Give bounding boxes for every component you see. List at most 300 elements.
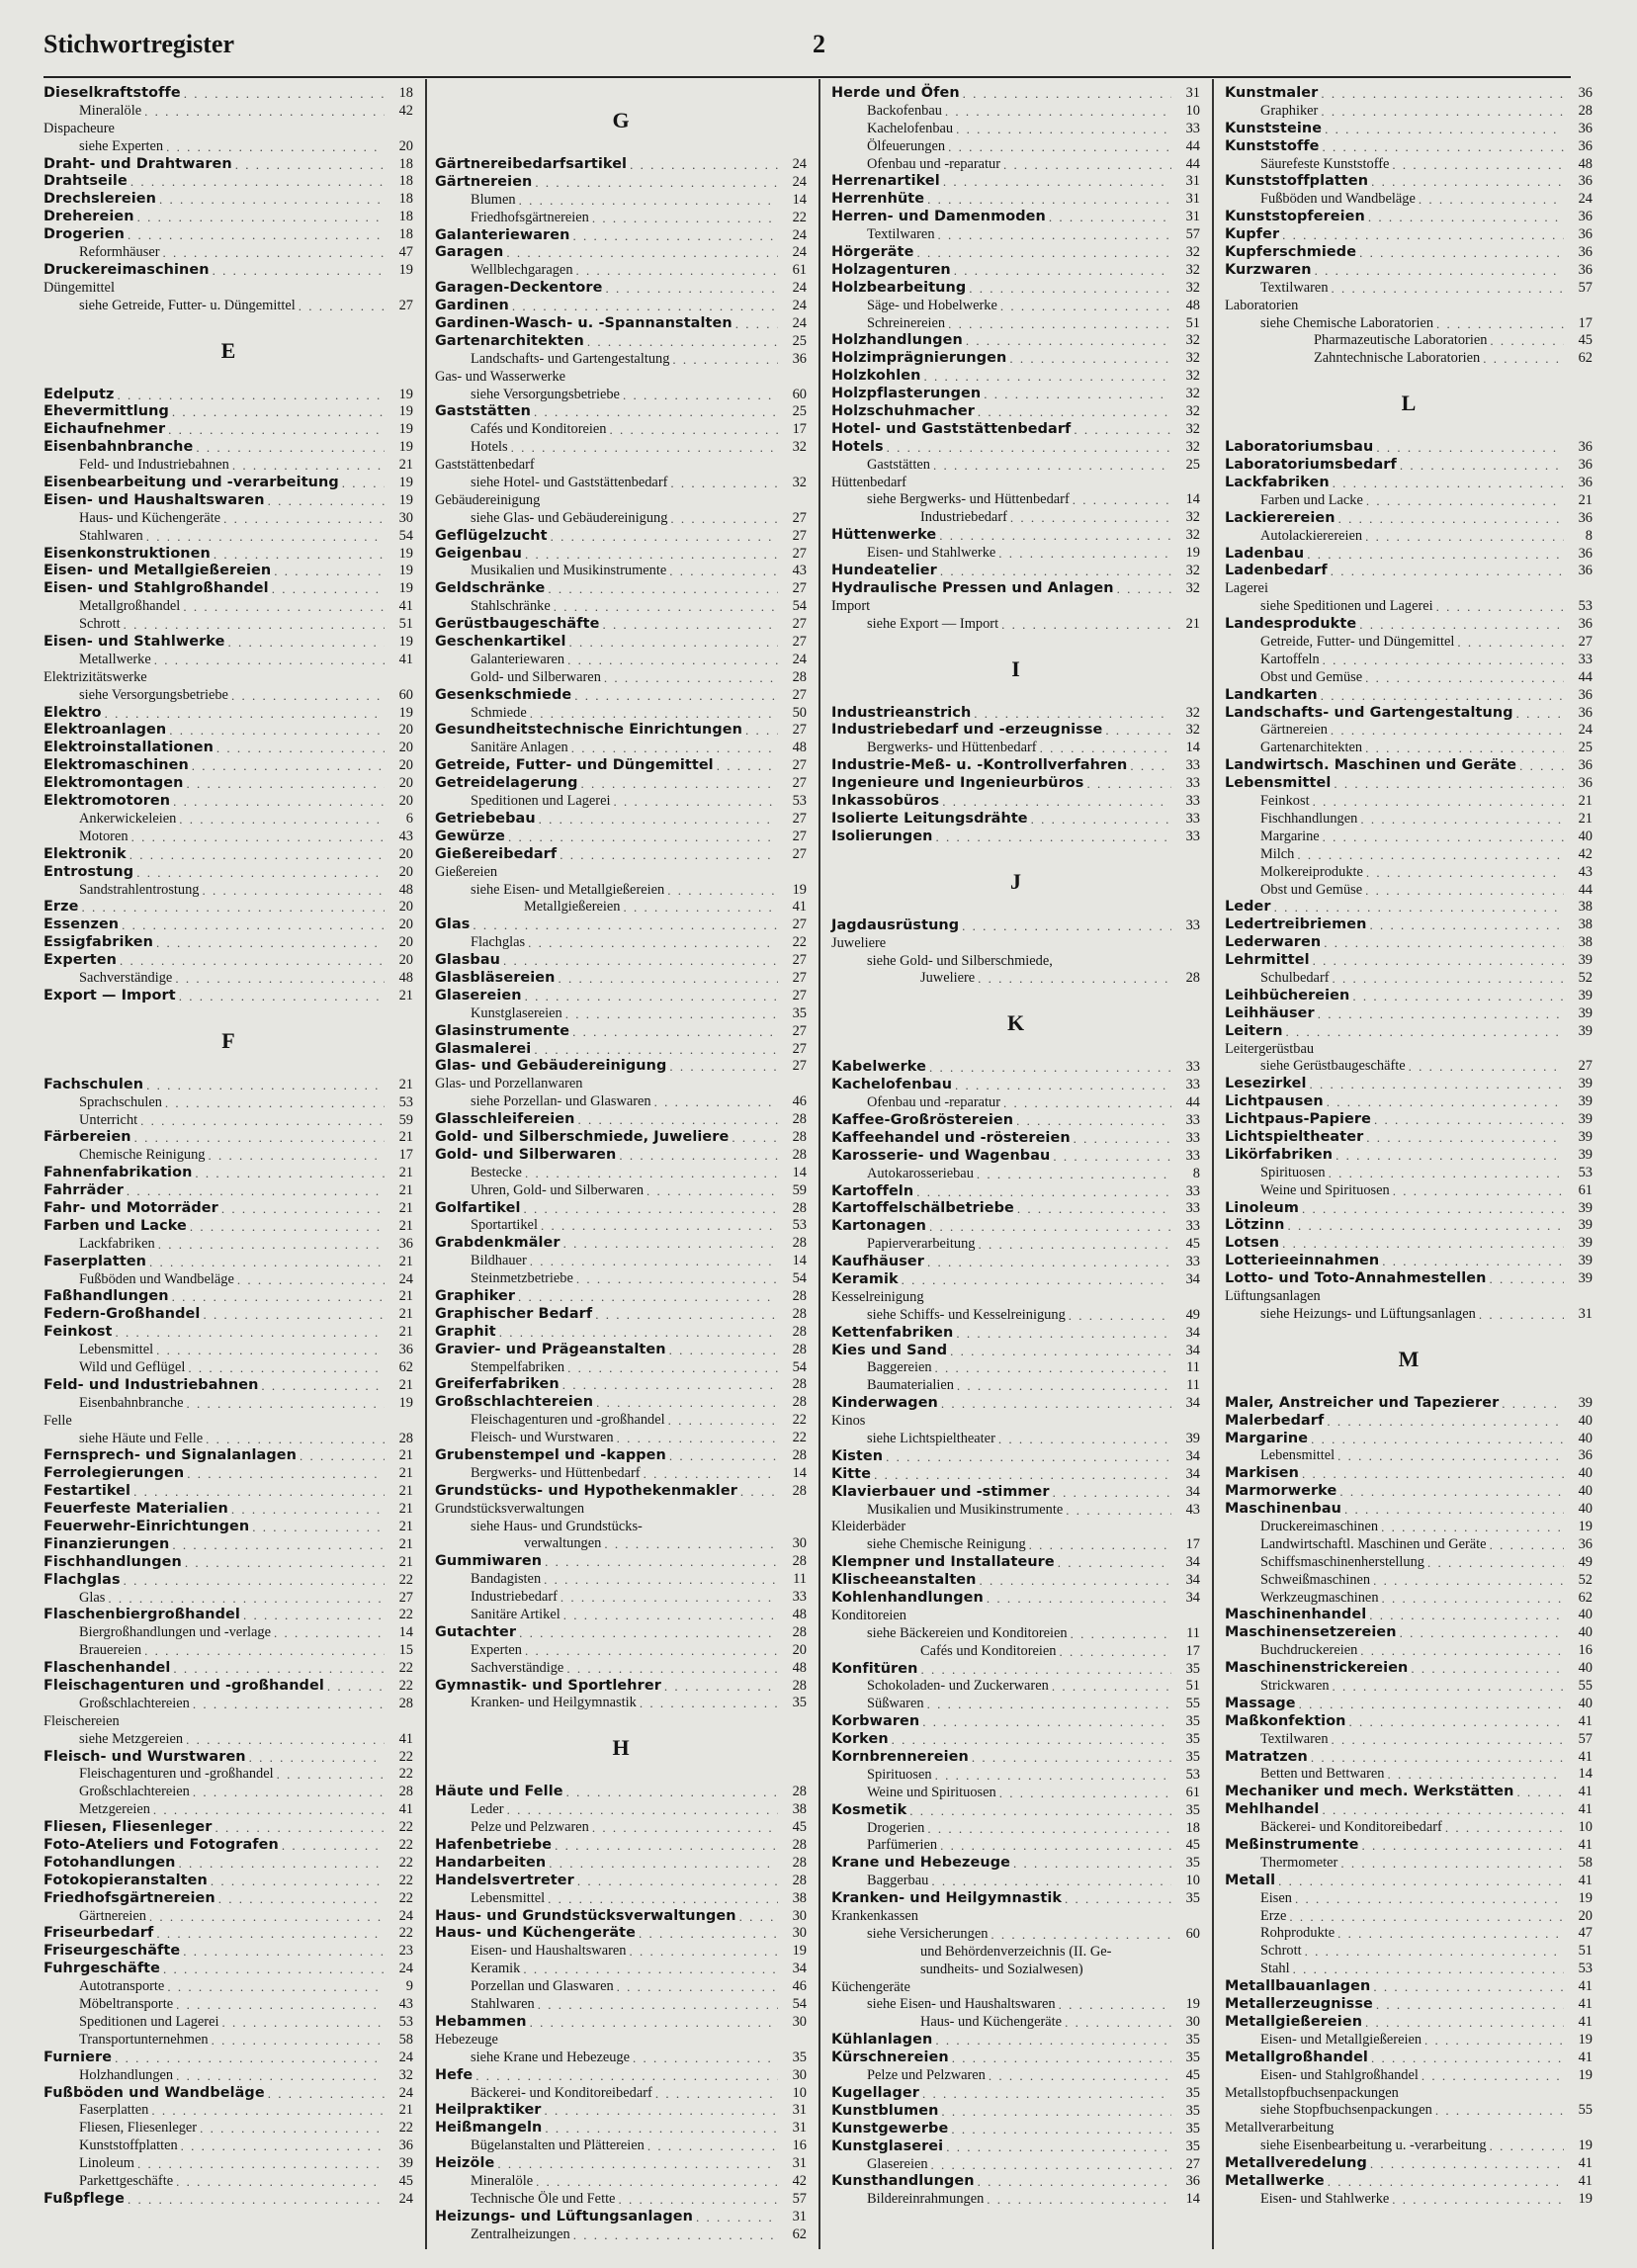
index-entry: [435, 988, 807, 1005]
dot-leader: [957, 1377, 1171, 1395]
entry-term: Gesundheitstechnische Einrichtungen: [435, 722, 743, 739]
entry-term: Glasereien: [435, 987, 522, 1003]
entry-page-number: 21: [398, 1217, 413, 1234]
dot-leader: [1327, 1093, 1564, 1111]
entry-page-number: 44: [1578, 881, 1593, 898]
dot-leader: [1373, 1572, 1564, 1590]
index-subentry: [1225, 1165, 1593, 1182]
entry-term: Friedhofsgärtnereien: [471, 209, 589, 225]
index-entry: [1225, 226, 1593, 244]
entry-term: Gesenkschmiede: [435, 686, 572, 703]
entry-term: Graphiker: [435, 1287, 516, 1304]
dot-leader: [1369, 1607, 1564, 1624]
index-entry: [1225, 1749, 1593, 1767]
entry-page-number: 33: [1185, 793, 1200, 810]
entry-term: Stahlwaren: [471, 1996, 535, 2013]
dot-leader: [1369, 916, 1564, 934]
dot-leader: [206, 1431, 385, 1448]
entry-term: Eisen- und Metallgießereien: [43, 563, 272, 579]
entry-page-number: 36: [1578, 545, 1593, 562]
index-subentry: [43, 1359, 413, 1377]
entry-page-number: 19: [398, 439, 413, 456]
dot-leader: [1321, 103, 1564, 121]
entry-term: Feld- und Industriebahnen: [43, 1376, 259, 1393]
entry-term: Glas: [79, 1589, 106, 1606]
entry-term: Linoleum: [79, 2155, 134, 2172]
dot-leader: [948, 138, 1171, 156]
entry-page-number: 27: [398, 297, 413, 313]
entry-page-number: 22: [792, 1430, 807, 1446]
dot-leader: [916, 1183, 1171, 1201]
entry-page-number: 21: [1578, 810, 1593, 827]
dot-leader: [1059, 1643, 1171, 1661]
entry-page-number: 48: [1185, 297, 1200, 313]
dot-leader: [1311, 1749, 1564, 1767]
entry-term: Bildhauer: [471, 1253, 527, 1269]
index-entry: [435, 1306, 807, 1324]
dot-leader: [974, 705, 1171, 723]
entry-term: Elektrizitätswerke: [43, 668, 147, 685]
entry-page-number: 34: [1185, 1270, 1200, 1287]
entry-term: Lebensmittel: [1225, 775, 1332, 792]
entry-term: Heizungs- und Lüftungsanlagen: [435, 2208, 693, 2224]
dot-leader: [1053, 1484, 1171, 1502]
entry-page-number: 40: [1578, 1624, 1593, 1641]
column-divider: [818, 79, 820, 2249]
dot-leader: [216, 740, 385, 757]
dot-leader: [149, 1254, 385, 1271]
entry-page-number: 32: [1185, 403, 1200, 420]
entry-page-number: 22: [398, 1607, 413, 1623]
entry-term: Galanteriewaren: [435, 226, 570, 243]
dot-leader: [902, 1271, 1171, 1289]
entry-page-number: 39: [1578, 952, 1593, 969]
dot-leader: [567, 652, 778, 669]
entry-term: Bergwerks- und Hüttenbedarf: [471, 1464, 641, 1481]
index-subentry: [831, 156, 1200, 174]
dot-leader: [1338, 510, 1564, 528]
dot-leader: [1332, 1731, 1564, 1749]
dot-leader: [927, 1696, 1171, 1713]
entry-term: Industriebedarf: [920, 509, 1007, 526]
entry-page-number: 35: [1185, 2102, 1200, 2119]
index-entry: [1225, 475, 1593, 492]
entry-term: Kupferschmiede: [1225, 244, 1357, 260]
entry-term: Stempelfabriken: [471, 1358, 565, 1375]
index-entry: [435, 1855, 807, 1873]
dot-leader: [942, 793, 1171, 811]
entry-term: Gardinen-Wasch- u. -Spannanstalten: [435, 315, 732, 331]
entry-term: siehe Häute und Felle: [79, 1430, 204, 1446]
dot-leader: [1286, 1023, 1564, 1041]
entry-page-number: 30: [1185, 2014, 1200, 2031]
entry-page-number: 25: [792, 332, 807, 349]
index-subentry: [1225, 1447, 1593, 1465]
dot-leader: [1392, 2191, 1564, 2209]
entry-term: Kohlenhandlungen: [831, 1590, 984, 1606]
dot-leader: [572, 227, 778, 245]
index-entry: [43, 1288, 413, 1306]
dot-leader: [563, 1235, 778, 1253]
entry-page-number: 39: [1578, 1394, 1593, 1411]
index-subentry: [435, 2085, 807, 2103]
entry-term: Gärtnereibedarfsartikel: [435, 155, 628, 172]
entry-page-number: 31: [1185, 173, 1200, 190]
entry-term: Landkarten: [1225, 686, 1318, 703]
index-entry: [831, 209, 1200, 226]
entry-term: Herrenhüte: [831, 191, 925, 208]
dot-leader: [946, 2138, 1171, 2156]
entry-term: Kürschnereien: [831, 2050, 949, 2066]
entry-term: siehe Heizungs- und Lüftungsanlagen: [1260, 1305, 1476, 1322]
index-entry: [435, 634, 807, 652]
index-subentry: [435, 1642, 807, 1660]
entry-page-number: 34: [1185, 1342, 1200, 1358]
index-entry: [1225, 1483, 1593, 1501]
index-entry: [1225, 563, 1593, 580]
entry-page-number: 18: [398, 209, 413, 225]
entry-term: Stahlwaren: [79, 527, 143, 544]
entry-term: Landwirtschaftl. Maschinen und Geräte: [1260, 1535, 1487, 1552]
dot-leader: [1427, 1554, 1564, 1572]
entry-page-number: 20: [398, 899, 413, 916]
entry-term: Drahtseile: [43, 173, 128, 190]
entry-page-number: 14: [1185, 491, 1200, 508]
entry-term: verwaltungen: [524, 1535, 602, 1552]
index-subentry: [435, 210, 807, 227]
index-entry: [435, 1129, 807, 1147]
index-entry: [435, 757, 807, 775]
dot-leader: [624, 899, 779, 916]
dot-leader: [124, 1572, 385, 1590]
index-subentry: [1225, 1908, 1593, 1926]
entry-term: Linoleum: [1225, 1199, 1299, 1216]
dot-leader: [108, 1590, 385, 1608]
dot-leader: [555, 1837, 778, 1855]
dot-leader: [503, 952, 778, 970]
index-note: [831, 1944, 1200, 1962]
entry-page-number: 27: [792, 509, 807, 526]
dot-leader: [213, 262, 385, 280]
index-entry: [43, 793, 413, 811]
entry-page-number: 33: [1185, 1129, 1200, 1146]
entry-term: Felle: [43, 1412, 72, 1429]
dot-leader: [187, 1395, 386, 1413]
entry-page-number: 35: [1185, 1855, 1200, 1872]
index-entry: [1225, 121, 1593, 138]
entry-term: Haus- und Küchengeräte: [79, 509, 221, 526]
entry-page-number: 32: [1185, 368, 1200, 385]
entry-term: Gerüstbaugeschäfte: [435, 616, 600, 633]
index-subentry: [435, 882, 807, 900]
entry-page-number: 41: [398, 598, 413, 615]
entry-term: Parkettgeschäfte: [79, 2172, 174, 2189]
index-subentry: [831, 457, 1200, 475]
dot-leader: [565, 1005, 778, 1023]
entry-term: Fleischagenturen und -großhandel: [79, 1766, 274, 1783]
index-entry: [1225, 1837, 1593, 1855]
index-subentry: [831, 1094, 1200, 1112]
dot-leader: [156, 1925, 385, 1943]
section-letter: J: [1010, 868, 1021, 894]
entry-page-number: 36: [1578, 173, 1593, 190]
dot-leader: [261, 1377, 385, 1395]
dot-leader: [1333, 1678, 1564, 1696]
index-note: [435, 1076, 807, 1093]
index-subentry: [1225, 1306, 1593, 1324]
entry-page-number: 36: [1578, 775, 1593, 792]
entry-term: Fachschulen: [43, 1076, 144, 1092]
index-entry: [1225, 952, 1593, 970]
entry-term: Getreide, Futter- und Düngemittel: [1260, 634, 1455, 651]
index-subentry: [1225, 156, 1593, 174]
entry-page-number: 28: [792, 1235, 807, 1252]
dot-leader: [1274, 899, 1564, 916]
entry-term: Haus- und Grundstücksverwaltungen: [435, 1907, 736, 1924]
index-subentry: [1225, 598, 1593, 616]
dot-leader: [956, 1325, 1171, 1343]
index-subentry: [435, 351, 807, 369]
dot-leader: [1376, 1996, 1564, 2014]
dot-leader: [927, 1254, 1171, 1271]
entry-term: Glasmalerei: [435, 1040, 532, 1057]
dot-leader: [613, 793, 778, 811]
entry-page-number: 48: [398, 881, 413, 898]
entry-term: Lotterieeinnahmen: [1225, 1253, 1380, 1269]
dot-leader: [1310, 1076, 1564, 1093]
entry-term: Bäckerei- und Konditoreibedarf: [1260, 1819, 1442, 1836]
entry-term: Thermometer: [1260, 1854, 1338, 1871]
entry-term: siehe Export — Import: [867, 615, 999, 632]
entry-page-number: 28: [792, 1482, 807, 1499]
entry-term: Gardinen: [435, 298, 509, 314]
entry-page-number: 35: [792, 1004, 807, 1021]
entry-page-number: 51: [1578, 1943, 1593, 1960]
dot-leader: [1071, 1625, 1171, 1643]
index-subentry: [831, 138, 1200, 156]
index-subentry: [43, 1801, 413, 1819]
dot-leader: [1059, 1996, 1171, 2014]
entry-term: Ofenbau und -reparatur: [867, 1094, 1001, 1111]
entry-page-number: 57: [792, 2190, 807, 2207]
entry-page-number: 32: [1185, 244, 1200, 260]
dot-leader: [1409, 1058, 1564, 1076]
entry-term: Heilpraktiker: [435, 2102, 542, 2119]
entry-term: Flaschenhandel: [43, 1660, 171, 1677]
entry-page-number: 27: [398, 1589, 413, 1606]
dot-leader: [1105, 722, 1171, 740]
dot-leader: [1295, 1890, 1564, 1908]
entry-page-number: 31: [792, 2208, 807, 2224]
entry-term: Hebezeuge: [435, 2031, 498, 2048]
entry-page-number: 19: [398, 563, 413, 579]
entry-term: Landschafts- und Gartengestaltung: [471, 350, 670, 367]
index-entry: [435, 687, 807, 705]
index-subentry: [43, 598, 413, 616]
index-entry: [435, 1678, 807, 1696]
entry-page-number: 27: [792, 686, 807, 703]
entry-term: Metallgroßhandel: [1225, 2049, 1368, 2065]
entry-term: Druckereimaschinen: [1260, 1519, 1379, 1534]
entry-page-number: 48: [792, 1659, 807, 1676]
entry-term: Experten: [471, 1641, 522, 1658]
index-entry: [435, 1926, 807, 1944]
index-note: [831, 1413, 1200, 1431]
entry-term: Eisen- und Stahlwerke: [1260, 2190, 1390, 2207]
entry-page-number: 28: [792, 1553, 807, 1570]
index-entry: [831, 1466, 1200, 1484]
entry-term: Betten und Bettwaren: [1260, 1766, 1385, 1783]
entry-term: Lichtspieltheater: [1225, 1128, 1364, 1145]
entry-page-number: 54: [792, 598, 807, 615]
entry-page-number: 33: [1185, 1147, 1200, 1164]
entry-page-number: 60: [1185, 1925, 1200, 1942]
index-entry: [831, 1112, 1200, 1130]
entry-page-number: 42: [398, 102, 413, 119]
index-entry: [831, 723, 1200, 741]
index-subentry: [831, 1536, 1200, 1554]
dot-leader: [300, 1447, 385, 1465]
entry-page-number: 22: [398, 1748, 413, 1765]
index-entry: [1225, 244, 1593, 262]
index-subentry: [831, 740, 1200, 757]
index-subentry: [435, 669, 807, 687]
entry-term: Ladenbedarf: [1225, 563, 1328, 579]
entry-page-number: 27: [792, 828, 807, 844]
dot-leader: [163, 244, 385, 262]
index-entry: [831, 386, 1200, 403]
index-entry: [435, 970, 807, 988]
index-entry: [1225, 85, 1593, 103]
dot-leader: [231, 1501, 385, 1519]
index-subentry: [435, 1412, 807, 1430]
index-subentry: [43, 528, 413, 546]
entry-page-number: 59: [792, 1181, 807, 1198]
entry-page-number: 45: [1185, 1236, 1200, 1253]
entry-term: Lebensmittel: [1260, 1447, 1335, 1464]
index-entry: [831, 332, 1200, 350]
dot-leader: [745, 722, 778, 740]
index-entry: [1225, 1413, 1593, 1431]
entry-term: Jagdausrüstung: [831, 916, 960, 933]
index-entry: [1225, 687, 1593, 705]
entry-page-number: 9: [405, 1978, 413, 1995]
entry-term: Sportartikel: [471, 1217, 538, 1234]
entry-term: Biergroßhandlungen und -verlage: [79, 1624, 271, 1641]
entry-page-number: 33: [1185, 1254, 1200, 1270]
dot-leader: [1313, 952, 1564, 970]
dot-leader: [151, 2102, 385, 2120]
entry-term: Holzhandlungen: [831, 332, 963, 349]
entry-term: Maschinenbau: [1225, 1501, 1342, 1518]
entry-term: Klischeeanstalten: [831, 1572, 977, 1589]
entry-page-number: 21: [398, 2102, 413, 2119]
dot-leader: [1337, 1925, 1564, 1943]
entry-term: Flachglas: [471, 934, 526, 951]
entry-term: Hebammen: [435, 2013, 527, 2030]
entry-term: Glas: [435, 916, 471, 933]
dot-leader: [978, 970, 1171, 988]
entry-page-number: 41: [398, 651, 413, 667]
entry-term: Schmiede: [471, 704, 527, 721]
entry-term: Flaschenbiergroßhandel: [43, 1607, 240, 1623]
index-entry: [435, 775, 807, 793]
entry-page-number: 24: [792, 155, 807, 172]
index-subentry: [435, 1165, 807, 1182]
entry-page-number: 44: [1185, 155, 1200, 172]
entry-term: Holzagenturen: [831, 261, 951, 278]
entry-term: Malerbedarf: [1225, 1412, 1325, 1429]
entry-page-number: 32: [1185, 261, 1200, 278]
index-subentry: [435, 1660, 807, 1678]
dot-leader: [1299, 1696, 1564, 1713]
dot-leader: [1069, 1307, 1171, 1325]
dot-leader: [922, 2085, 1171, 2103]
entry-term: Häute und Felle: [435, 1784, 563, 1800]
entry-term: Essigfabriken: [43, 934, 153, 951]
index-entry: [435, 315, 807, 333]
dot-leader: [1074, 421, 1171, 439]
index-entry: [831, 1484, 1200, 1502]
entry-term: Pharmazeutische Laboratorien: [1314, 332, 1488, 349]
dot-leader: [670, 510, 778, 528]
index-entry: [1225, 934, 1593, 952]
index-subentry: [1225, 2137, 1593, 2155]
index-entry: [43, 1660, 413, 1678]
index-entry: [831, 439, 1200, 457]
entry-term: Laboratoriumsbedarf: [1225, 457, 1397, 474]
dot-leader: [739, 1908, 778, 1926]
entry-page-number: 35: [1185, 2032, 1200, 2049]
index-entry: [43, 1129, 413, 1147]
index-subentry: [43, 1147, 413, 1165]
entry-page-number: 28: [792, 1146, 807, 1163]
entry-page-number: 34: [1185, 1447, 1200, 1464]
entry-page-number: 30: [792, 2066, 807, 2083]
index-entry: [435, 1324, 807, 1342]
entry-page-number: 21: [398, 1535, 413, 1552]
index-entry: [43, 1519, 413, 1536]
entry-term: Maler, Anstreicher und Tapezierer: [1225, 1394, 1500, 1411]
index-subentry: [831, 298, 1200, 315]
dot-leader: [499, 1324, 778, 1342]
dot-leader: [951, 2121, 1171, 2138]
index-subentry: [43, 103, 413, 121]
dot-leader: [560, 1589, 778, 1607]
entry-term: Elektromaschinen: [43, 757, 189, 774]
entry-term: siehe Versorgungsbetriebe: [471, 386, 620, 402]
dot-leader: [232, 457, 385, 475]
entry-page-number: 31: [792, 2102, 807, 2119]
entry-term: Stahlschränke: [471, 598, 551, 615]
index-subentry: [435, 1819, 807, 1837]
index-subentry: [1225, 350, 1593, 368]
index-entry: [831, 244, 1200, 262]
entry-term: Gymnastik- und Sportlehrer: [435, 1677, 661, 1694]
dot-leader: [156, 934, 385, 952]
entry-page-number: 27: [1578, 634, 1593, 651]
index-entry: [43, 1324, 413, 1342]
dot-leader: [173, 793, 385, 811]
entry-term: Ankerwickeleien: [79, 810, 177, 827]
entry-term: Finanzierungen: [43, 1535, 170, 1552]
dot-leader: [936, 829, 1171, 846]
dot-leader: [534, 403, 778, 421]
index-entry: [831, 403, 1200, 421]
entry-page-number: 48: [1578, 155, 1593, 172]
index-entry: [43, 723, 413, 741]
entry-page-number: 41: [1578, 1784, 1593, 1800]
